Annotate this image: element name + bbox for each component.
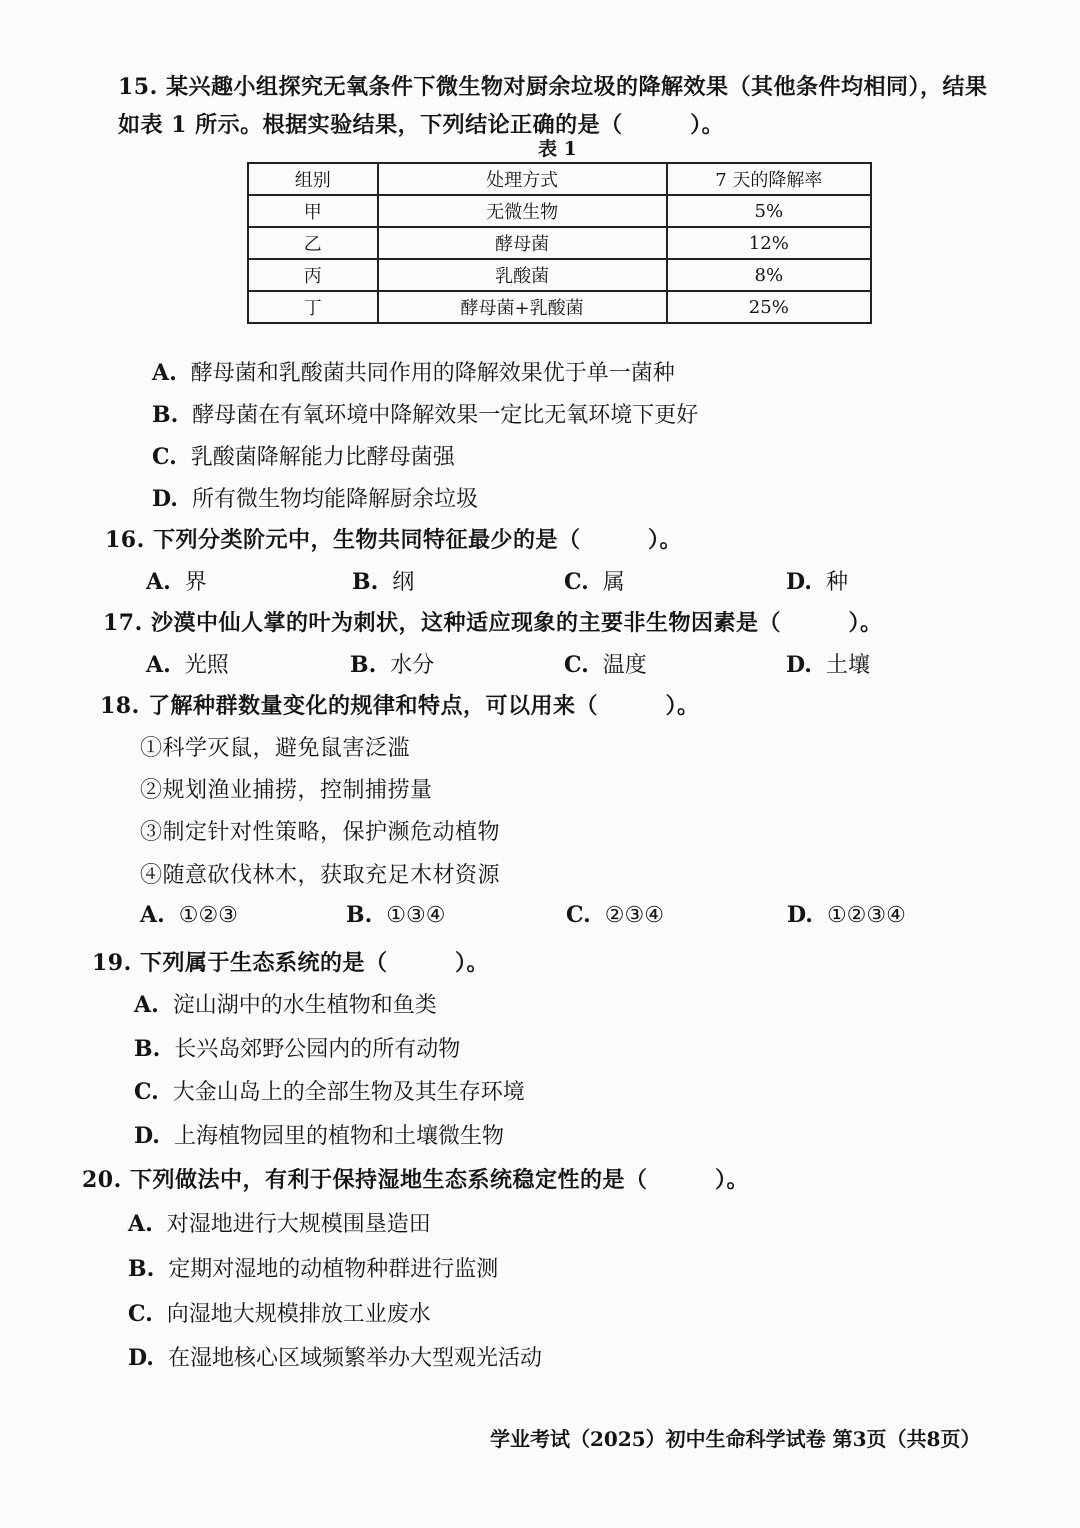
q17-option-b — [350, 648, 434, 679]
option-text: 所有微生物均能降解厨余垃圾 — [191, 487, 478, 512]
option-text: 淀山湖中的水生植物和鱼类 — [172, 993, 437, 1018]
option-letter: B. — [152, 402, 179, 428]
q17-option-c — [564, 648, 647, 679]
q15-option-a — [152, 356, 675, 387]
table-cell: 8% — [667, 259, 871, 291]
option-letter: D. — [152, 486, 178, 512]
q19-stem-text: 下列属于生态系统的是（ ）。 — [139, 950, 489, 976]
option-text: ②③④ — [604, 903, 664, 928]
table-cell: 丁 — [248, 291, 378, 323]
q20-option-b — [128, 1252, 498, 1283]
q18-item-4: ④随意砍伐林木，获取充足木材资源 — [140, 863, 501, 888]
q17-option-a — [146, 648, 229, 679]
q15-stem-line2: 如表 1 所示。根据实验结果，下列结论正确的是（ ）。 — [118, 112, 725, 138]
q18-option-a — [140, 902, 238, 928]
q15-option-b — [152, 398, 698, 429]
q16-option-d — [786, 565, 848, 596]
option-text: 向湿地大规模排放工业废水 — [166, 1302, 431, 1327]
q19-option-d — [134, 1119, 504, 1150]
option-text: 光照 — [184, 653, 229, 678]
option-letter: C. — [564, 652, 589, 678]
q20-number: 20. — [82, 1167, 122, 1193]
option-letter: D. — [134, 1123, 160, 1149]
option-text: ①③④ — [386, 903, 446, 928]
table-header-cell: 处理方式 — [378, 163, 667, 195]
option-letter: B. — [352, 569, 379, 595]
q18-stem-text: 了解种群数量变化的规律和特点，可以用来（ ）。 — [147, 693, 700, 719]
q20-option-a — [128, 1207, 431, 1238]
q18-option-c — [566, 902, 664, 928]
option-text: 纲 — [392, 570, 415, 595]
option-text: 属 — [602, 570, 625, 595]
q16-option-b — [352, 565, 414, 596]
q20-option-c — [128, 1297, 431, 1328]
q15-stem-text-1: 某兴趣小组探究无氧条件下微生物对厨余垃圾的降解效果（其他条件均相同），结果 — [165, 74, 988, 100]
q18-item-1: ①科学灭鼠，避免鼠害泛滥 — [140, 736, 411, 761]
option-letter: D. — [786, 569, 812, 595]
option-text: 定期对湿地的动植物种群进行监测 — [168, 1257, 499, 1282]
table-header-row — [248, 163, 871, 195]
table-row — [248, 227, 871, 259]
degradation-table — [247, 162, 872, 324]
q15-option-d — [152, 482, 478, 513]
q17-option-d — [786, 648, 870, 679]
option-letter: C. — [134, 1079, 159, 1105]
option-text: 土壤 — [825, 653, 870, 678]
q15-number: 15. — [118, 74, 158, 100]
q16-stem-text: 下列分类阶元中，生物共同特征最少的是（ ）。 — [152, 527, 682, 553]
q18-item-3: ③制定针对性策略，保护濒危动植物 — [140, 820, 501, 845]
table-header-cell: 7 天的降解率 — [667, 163, 871, 195]
q20-stem-text: 下列做法中，有利于保持湿地生态系统稳定性的是（ ）。 — [129, 1167, 749, 1193]
table-cell: 无微生物 — [378, 195, 667, 227]
q19-number: 19. — [92, 950, 132, 976]
table-row — [248, 291, 871, 323]
table-cell: 酵母菌+乳酸菌 — [378, 291, 667, 323]
table-row — [248, 195, 871, 227]
option-letter: A. — [152, 360, 177, 386]
option-text: 温度 — [602, 653, 647, 678]
q18-option-b — [346, 902, 445, 928]
q19-option-b — [134, 1032, 460, 1063]
q19-option-a — [134, 988, 437, 1019]
q20-option-d — [128, 1341, 542, 1372]
table-cell: 甲 — [248, 195, 378, 227]
option-text: 水分 — [390, 653, 435, 678]
option-letter: A. — [140, 902, 165, 928]
page-footer: 学业考试（2025）初中生命科学试卷 第3页（共8页） — [490, 1427, 981, 1451]
option-text: 酵母菌在有氧环境中降解效果一定比无氧环境下更好 — [192, 403, 699, 428]
q16-option-a — [146, 565, 207, 596]
table-row — [248, 259, 871, 291]
option-text: ①②③ — [178, 903, 238, 928]
q15-option-c — [152, 440, 455, 471]
option-letter: C. — [564, 569, 589, 595]
table-cell: 12% — [667, 227, 871, 259]
q18-number: 18. — [100, 693, 140, 719]
option-letter: A. — [146, 652, 171, 678]
option-letter: D. — [128, 1345, 154, 1371]
option-letter: B. — [350, 652, 377, 678]
option-text: 种 — [825, 570, 848, 595]
q17-number: 17. — [103, 610, 143, 636]
option-text: 界 — [184, 570, 207, 595]
table-cell: 乳酸菌 — [378, 259, 667, 291]
q18-item-2: ②规划渔业捕捞，控制捕捞量 — [140, 778, 433, 803]
option-letter: B. — [346, 902, 373, 928]
q16-stem — [105, 523, 682, 554]
q16-option-c — [564, 565, 625, 596]
table-cell: 5% — [667, 195, 871, 227]
q18-stem — [100, 689, 699, 720]
q16-number: 16. — [105, 527, 145, 553]
table-header-cell: 组别 — [248, 163, 378, 195]
q17-stem — [103, 606, 882, 637]
table-cell: 酵母菌 — [378, 227, 667, 259]
option-letter: C. — [566, 902, 591, 928]
table-cell: 丙 — [248, 259, 378, 291]
table-cell: 25% — [667, 291, 871, 323]
q18-option-d — [787, 902, 906, 928]
q19-stem — [92, 946, 489, 977]
option-letter: A. — [128, 1211, 153, 1237]
option-letter: C. — [128, 1301, 153, 1327]
option-text: 在湿地核心区域频繁举办大型观光活动 — [167, 1346, 542, 1371]
option-text: 酵母菌和乳酸菌共同作用的降解效果优于单一菌种 — [190, 361, 675, 386]
option-text: 长兴岛郊野公园内的所有动物 — [174, 1037, 461, 1062]
q20-stem — [82, 1163, 749, 1194]
option-letter: D. — [786, 652, 812, 678]
option-letter: B. — [134, 1036, 161, 1062]
option-letter: D. — [787, 902, 813, 928]
option-letter: A. — [134, 992, 159, 1018]
option-letter: B. — [128, 1256, 155, 1282]
option-letter: A. — [146, 569, 171, 595]
q19-option-c — [134, 1075, 525, 1106]
table-caption: 表 1 — [538, 138, 577, 160]
option-text: 大金山岛上的全部生物及其生存环境 — [172, 1080, 525, 1105]
option-text: 上海植物园里的植物和土壤微生物 — [173, 1124, 504, 1149]
option-text: 对湿地进行大规模围垦造田 — [166, 1212, 431, 1237]
q15-stem-line1 — [118, 70, 987, 101]
option-letter: C. — [152, 444, 177, 470]
table-cell: 乙 — [248, 227, 378, 259]
q17-stem-text: 沙漠中仙人掌的叶为刺状，这种适应现象的主要非生物因素是（ ）。 — [150, 610, 883, 636]
option-text: ①②③④ — [826, 903, 906, 928]
option-text: 乳酸菌降解能力比酵母菌强 — [190, 445, 455, 470]
